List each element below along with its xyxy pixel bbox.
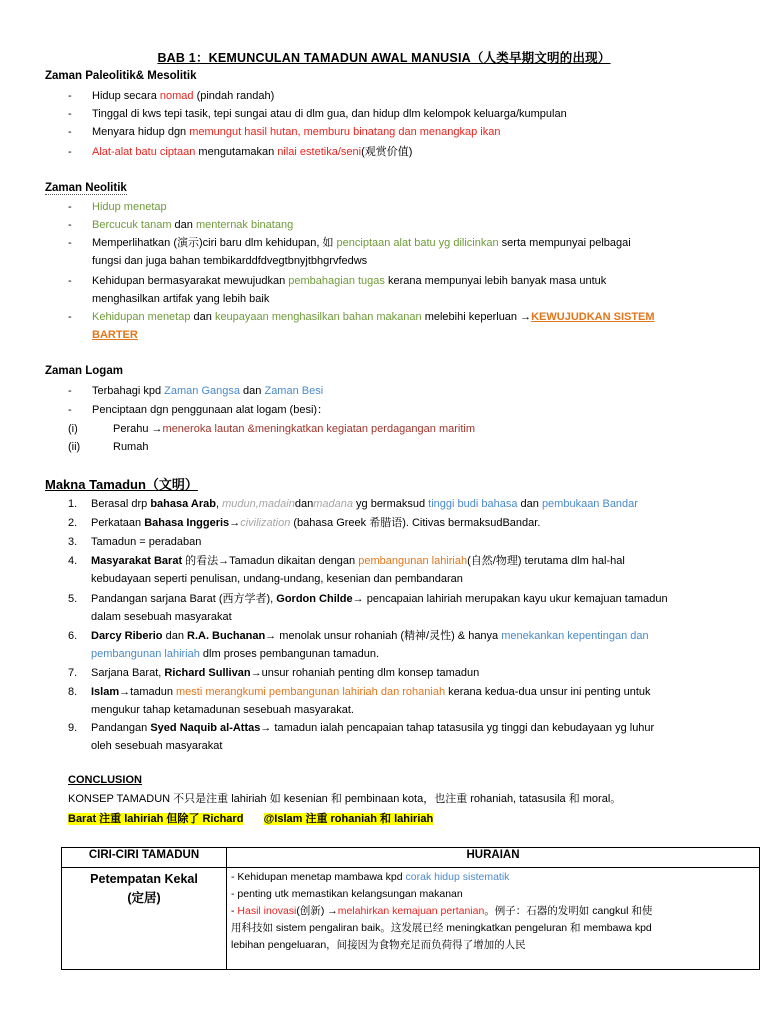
chapter-title: BAB 1：KEMUNCULAN TAMADUN AWAL MANUSIA（人类早期文明的出现）	[157, 51, 611, 65]
ciri-cell: Petempatan Kekal (定居)	[62, 868, 227, 970]
heading-logam: Zaman Logam	[45, 365, 123, 377]
conclusion-highlight: Barat 注重 lahiriah 但除了 Richard @Islam 注重 rohaniah 和 lahiriah	[68, 813, 434, 825]
heading-neolitik: Zaman Neolitik	[45, 182, 127, 194]
table-header-huraian: HURAIAN	[227, 848, 760, 868]
table-row	[62, 868, 760, 970]
heading-makna-tamadun: Makna Tamadun（文明）	[45, 477, 198, 492]
document-page: BAB 1：KEMUNCULAN TAMADUN AWAL MANUSIA（人类早期文明的出现） Zaman Paleolitik& Mesolitik - Hidup secara nomad (pindah randah) - Tinggal di kws tepi tasik, tepi sungai atau di dlm gua, dan hidup dlm kelompok keluarga/kumpulan - Menyara hidup dgn memungut hasil hutan, memburu binatang dan menangkap ikan - Alat-alat batu ciptaan mengutamakan nilai estetika/seni(观赏价值) Zaman Neolitik - Hidup menetap - Bercucuk tanam dan menternak binatang - Memperlihatkan (演示)ciri baru dlm kehidupan, 如 penciptaan alat batu yg dilicinkan serta mempunyai pelbagai fungsi dan juga bahan tembikarddfdvegtbnyjtbhgrvfedws - Kehidupan bermasyarakat mewujudkan pembahagian tugas kerana mempunyai lebih banyak masa untuk menghasilkan artifak yang lebih baik - Kehidupan menetap dan keupayaan menghasilkan bahan makanan melebihi keperluan →KEWUJUDKAN SISTEM BARTER Zaman Logam - Terbahagi kpd Zaman Gangsa dan Zaman Besi - Penciptaan dgn penggunaan alat logam (besi)： (i) Perahu →meneroka lautan &meningkatkan kegiatan perdagangan maritim (ii) Rumah Makna Tamadun（文明） 1. Berasal drp bahasa Arab, mudun,madaindanmadana yg bermaksud tinggi budi bahasa dan pembukaan Bandar 2. Perkataan Bahasa Inggeris→civilization (bahasa Greek 希腊语). Citivas bermaksudBandar. 3. Tamadun = peradaban 4. Masyarakat Barat 的看法→Tamadun dikaitan dengan pembangunan lahiriah(自然/物理) terutama dlm hal-hal kebudayaan seperti penulisan, undang-undang, kesenian dan pembandaran 5. Pandangan sarjana Barat (西方学者), Gordon Childe→ pencapaian lahiriah merupakan kayu ukur kemajuan tamadun dalam sesebuah masyarakat 6. Darcy Riberio dan R.A. Buchanan→ menolak unsur rohaniah (精神/灵性) & hanya menekankan kepentingan dan pembangunan lahiriah dlm proses pembangunan tamadun. 7. Sarjana Barat, Richard Sullivan→unsur rohaniah penting dlm konsep tamadun 8. Islam→tamadun mesti merangkumi pembangunan lahiriah dan rohaniah kerana kedua-dua unsur ini penting untuk mengukur tahap ketamadunan sesebuah masyarakat. 9. Pandangan Syed Naquib al-Attas→ tamadun ialah pencapaian tahap tatasusila yg tinggi dan kebudayaan yg luhur oleh sesebuah masyarakat CONCLUSION KONSEP TAMADUN 不只是注重 lahiriah 如 kesenian 和 pembinaan kota，也注重 rohaniah, tatasusila 和 moral。 Barat 注重 lahiriah 但除了 Richard @Islam 注重 rohaniah 和 lahiriah CIRI-CIRI TAMADUN HURAIAN Petempatan Kekal (定居) - Kehidupan menetap mambawa kpd corak hidup sistematik - penting utk memastikan kelangsungan makanan - Hasil inovasi(创新) →melahirkan kemajuan pertanian。例子：石器的发明如 cangkul 和使 用科技如 sistem pengaliran baik。这发展已经 meningkatkan pengeluran 和 membawa kpd lebihan pengeluaran，间接因为食物充足而负荷得了增加的人民	[0, 0, 768, 1024]
conclusion-line: KONSEP TAMADUN 不只是注重 lahiriah 如 kesenian 和 pembinaan kota，也注重 rohaniah, tatasusila 和 moral。	[68, 793, 622, 805]
ciri-tamadun-table	[61, 847, 760, 970]
huraian-cell: - Kehidupan menetap mambawa kpd corak hidup sistematik - penting utk memastikan kelangsungan makanan - Hasil inovasi(创新) →melahirkan kemajuan pertanian。例子：石器的发明如 cangkul 和使 用科技如 sistem pengaliran baik。这发展已经 meningkatkan pengeluran 和 membawa kpd lebihan pengeluaran，间接因为食物充足而负荷得了增加的人民	[227, 868, 760, 970]
table-header-row	[62, 848, 760, 868]
conclusion-heading: CONCLUSION	[68, 774, 142, 786]
table-header-ciri: CIRI-CIRI TAMADUN	[62, 848, 227, 868]
heading-paleolitik: Zaman Paleolitik& Mesolitik	[45, 70, 197, 82]
